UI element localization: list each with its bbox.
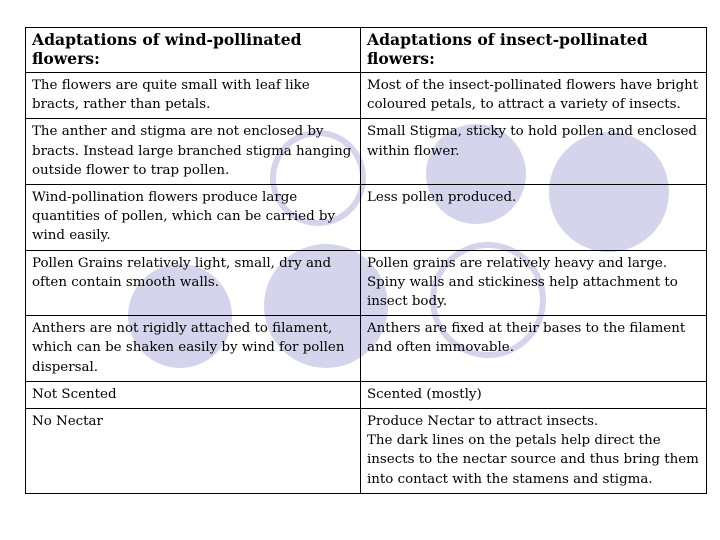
- cell-insect: Less pollen produced.: [361, 185, 707, 251]
- table-row: [26, 250, 707, 316]
- cell-wind: Not Scented: [26, 381, 361, 408]
- cell-wind: The anther and stigma are not enclosed by bracts. Instead large branched stigma hanging outside flower to trap pollen.: [26, 119, 361, 185]
- table-row: [26, 316, 707, 382]
- header-insect-pollinated: Adaptations of insect-pollinated flowers:: [361, 28, 707, 73]
- nectar-sentence: Produce Nectar to attract insects.: [367, 414, 599, 430]
- cell-insect: [361, 409, 707, 494]
- cell-wind: Pollen Grains relatively light, small, dry and often contain smooth walls.: [26, 250, 361, 316]
- cell-insect: Pollen grains are relatively heavy and large. Spiny walls and stickiness help attachment to insect body.: [361, 250, 707, 316]
- cell-wind: Wind-pollination flowers produce large quantities of pollen, which can be carried by wind easily.: [26, 185, 361, 251]
- cell-insect: Scented (mostly): [361, 381, 707, 408]
- table-row: [26, 381, 707, 408]
- table-header-row: [26, 28, 707, 73]
- pollination-comparison-table: [25, 27, 707, 494]
- table-row: [26, 185, 707, 251]
- cell-wind: The flowers are quite small with leaf like bracts, rather than petals.: [26, 73, 361, 119]
- cell-insect: Anthers are fixed at their bases to the filament and often immovable.: [361, 316, 707, 382]
- table-row: [26, 73, 707, 119]
- cell-wind: No Nectar: [26, 409, 361, 494]
- table-row: [26, 119, 707, 185]
- table-row: [26, 409, 707, 494]
- cell-insect: Most of the insect-pollinated flowers have bright coloured petals, to attract a variety of insects.: [361, 73, 707, 119]
- cell-wind: Anthers are not rigidly attached to filament, which can be shaken easily by wind for pollen dispersal.: [26, 316, 361, 382]
- dark-lines-sentence: The dark lines on the petals help direct the insects to the nectar source and thus bring them into contact with the stamens and stigma.: [367, 433, 699, 487]
- header-wind-pollinated: Adaptations of wind-pollinated flowers:: [26, 28, 361, 73]
- cell-insect: Small Stigma, sticky to hold pollen and enclosed within flower.: [361, 119, 707, 185]
